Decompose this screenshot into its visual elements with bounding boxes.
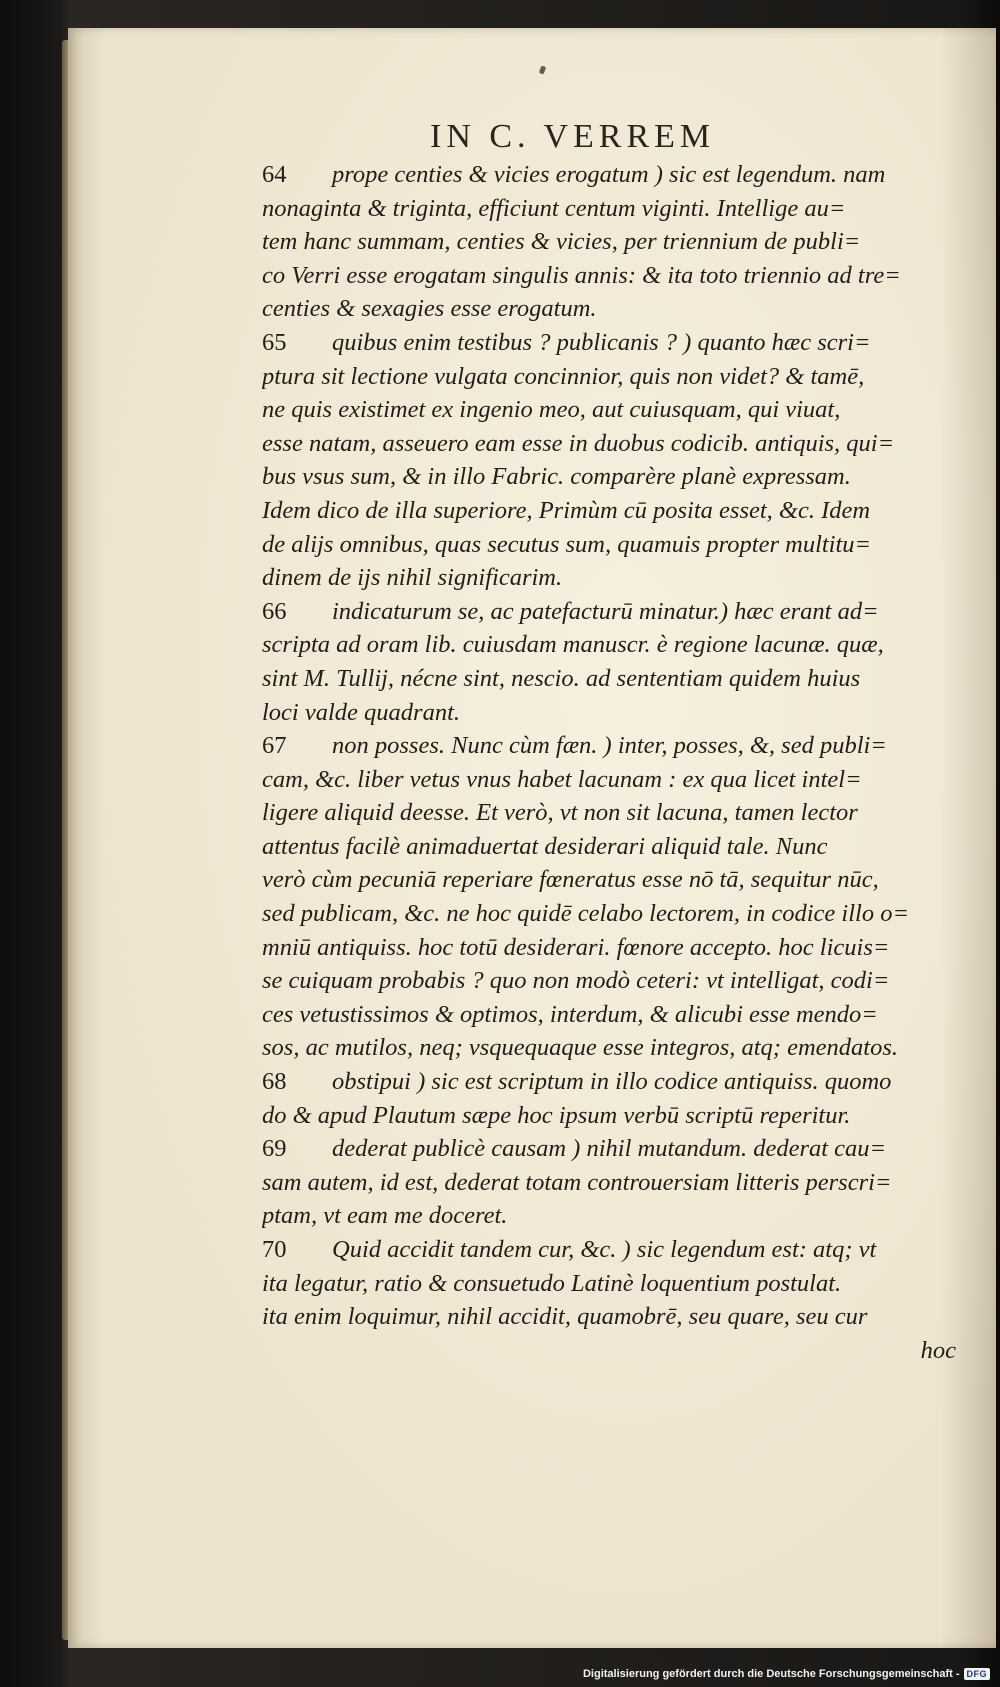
line-text: sed publicam, &c. ne hoc quidē celabo lectorem, in codice illo o= bbox=[262, 900, 910, 928]
line-text: nonaginta & triginta, efficiunt centum viginti. Intellige au= bbox=[262, 194, 846, 222]
text-line bbox=[262, 494, 980, 528]
text-line bbox=[262, 1267, 980, 1301]
line-text: scripta ad oram lib. cuiusdam manuscr. è regione lacunæ. quæ, bbox=[262, 631, 884, 659]
text-line bbox=[262, 931, 980, 965]
line-text: obstipui ) sic est scriptum in illo codice antiquiss. quomo bbox=[332, 1068, 892, 1096]
note-number: 70 bbox=[262, 1236, 287, 1263]
line-text: verò cùm pecuniā reperiare fœneratus esse nō tā, sequitur nūc, bbox=[262, 866, 879, 894]
line-text: cam, &c. liber vetus vnus habet lacunam : ex qua licet intel= bbox=[262, 765, 862, 793]
text-line bbox=[262, 696, 980, 730]
note-number: 66 bbox=[262, 597, 287, 625]
note-number: 64 bbox=[262, 161, 287, 188]
text-line bbox=[262, 964, 980, 998]
line-text: mniū antiquiss. hoc totū desiderari. fœnore accepto. hoc licuis= bbox=[262, 933, 890, 961]
footer-credit bbox=[583, 1665, 990, 1683]
text-line bbox=[262, 662, 980, 696]
line-text: dinem de ijs nihil significarim. bbox=[262, 564, 563, 592]
line-text: ita enim loquimur, nihil accidit, quamobrē, seu quare, seu cur bbox=[262, 1303, 868, 1331]
text-line bbox=[262, 897, 980, 931]
text-line bbox=[262, 628, 980, 662]
text-line bbox=[262, 830, 980, 864]
text-line bbox=[262, 796, 980, 830]
text-line bbox=[262, 259, 980, 293]
text-line bbox=[262, 158, 980, 192]
text-line bbox=[262, 1166, 980, 1200]
line-text: attentus facilè animaduertat desiderari aliquid tale. Nunc bbox=[262, 832, 828, 860]
line-text: tem hanc summam, centies & vicies, per triennium de publi= bbox=[262, 228, 861, 256]
text-line bbox=[262, 192, 980, 226]
text-line bbox=[262, 360, 980, 394]
text-line bbox=[262, 1031, 980, 1065]
line-text: Idem dico de illa superiore, Primùm cū posita esset, &c. Idem bbox=[262, 496, 871, 524]
line-text: prope centies & vicies erogatum ) sic est legendum. nam bbox=[332, 161, 886, 188]
line-text: ptura sit lectione vulgata concinnior, quis non videt? & tamē, bbox=[262, 362, 865, 390]
text-line bbox=[262, 528, 980, 562]
text-line bbox=[262, 1065, 980, 1099]
footer-text: Digitalisierung gefördert durch die Deutsche Forschungsgemeinschaft - bbox=[582, 1668, 960, 1680]
line-text: ligere aliquid deesse. Et verò, vt non sit lacuna, tamen lector bbox=[262, 799, 858, 827]
line-text: esse natam, asseuero eam esse in duobus codicib. antiquis, qui= bbox=[262, 429, 895, 457]
text-line bbox=[262, 998, 980, 1032]
text-line bbox=[262, 326, 980, 360]
text-line bbox=[262, 393, 980, 427]
line-text: de alijs omnibus, quas secutus sum, quamuis propter multitu= bbox=[262, 530, 872, 558]
line-text: sam autem, id est, dederat totam controuersiam litteris perscri= bbox=[262, 1168, 892, 1196]
line-text: se cuiquam probabis ? quo non modò ceteri: vt intelligat, codi= bbox=[262, 967, 890, 995]
line-text: loci valde quadrant. bbox=[262, 698, 461, 726]
line-text: quibus enim testibus ? publicanis ? ) quanto hæc scri= bbox=[332, 328, 871, 356]
text-line bbox=[262, 729, 980, 763]
line-text: do & apud Plautum sæpe hoc ipsum verbū scriptū reperitur. bbox=[262, 1101, 851, 1129]
line-text: bus vsus sum, & in illo Fabric. comparère planè expressam. bbox=[262, 463, 851, 491]
note-number: 69 bbox=[262, 1135, 287, 1163]
running-header: IN C. VERREM bbox=[430, 118, 716, 155]
text-line bbox=[262, 595, 980, 629]
line-text: ne quis existimet ex ingenio meo, aut cuiusquam, qui viuat, bbox=[262, 396, 841, 424]
dfg-logo-icon: DFG bbox=[964, 1668, 991, 1680]
line-text: indicaturum se, ac patefacturū minatur.) hæc erant ad= bbox=[332, 597, 879, 625]
text-line bbox=[262, 863, 980, 897]
line-text: centies & sexagies esse erogatum. bbox=[262, 295, 597, 323]
text-line bbox=[262, 1233, 980, 1267]
catchword: hoc bbox=[920, 1336, 956, 1364]
text-line bbox=[262, 1199, 980, 1233]
text-line bbox=[262, 1132, 980, 1166]
page-text bbox=[262, 158, 980, 1367]
text-line bbox=[262, 561, 980, 595]
line-text: ces vetustissimos & optimos, interdum, & alicubi esse mendo= bbox=[262, 1000, 878, 1028]
line-text: non posses. Nunc cùm fæn. ) inter, posses, &, sed publi= bbox=[332, 732, 887, 760]
line-text: sos, ac mutilos, neq; vsquequaque esse integros, atq; emendatos. bbox=[262, 1034, 898, 1062]
note-number: 65 bbox=[262, 328, 287, 356]
line-text: ptam, vt eam me doceret. bbox=[262, 1202, 508, 1230]
text-line bbox=[262, 1300, 980, 1334]
line-text: dederat publicè causam ) nihil mutandum. dederat cau= bbox=[332, 1135, 887, 1163]
line-text: Quid accidit tandem cur, &c. ) sic legendum est: atq; vt bbox=[332, 1236, 877, 1263]
text-line bbox=[262, 1099, 980, 1133]
line-text: co Verri esse erogatam singulis annis: & ita toto triennio ad tre= bbox=[262, 261, 901, 289]
text-line bbox=[262, 427, 980, 461]
text-line bbox=[262, 225, 980, 259]
line-text: sint M. Tullij, nécne sint, nescio. ad sententiam quidem huius bbox=[262, 664, 861, 692]
note-number: 67 bbox=[262, 732, 287, 760]
text-line bbox=[262, 763, 980, 797]
note-number: 68 bbox=[262, 1068, 287, 1096]
line-text: ita legatur, ratio & consuetudo Latinè loquentium postulat. bbox=[262, 1269, 842, 1297]
text-line bbox=[262, 292, 980, 326]
text-line bbox=[262, 460, 980, 494]
